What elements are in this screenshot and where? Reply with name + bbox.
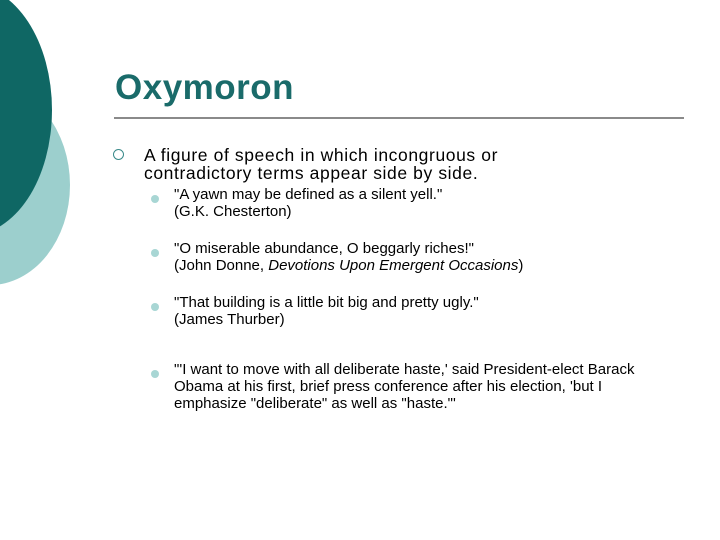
dot-bullet-icon xyxy=(151,303,159,311)
example-2-source-pre: (John Donne, xyxy=(174,257,269,274)
decorative-circles xyxy=(0,0,120,300)
example-1-quote: "A yawn may be defined as a silent yell." xyxy=(174,186,443,203)
dot-bullet-icon xyxy=(151,195,159,203)
example-2-quote: "O miserable abundance, O beggarly riches!" xyxy=(174,240,474,257)
example-3 xyxy=(174,294,684,328)
hollow-circle-bullet-icon xyxy=(113,149,124,160)
title-divider xyxy=(114,117,684,119)
example-2 xyxy=(174,240,684,274)
example-4: "'I want to move with all deliberate haste,' said President-elect Barack Obama at his first, brief press conference after his election, 'but I emphasize "deliberate" as well as "haste."' xyxy=(174,361,635,412)
dot-bullet-icon xyxy=(151,370,159,378)
example-3-source: (James Thurber) xyxy=(174,311,285,328)
example-2-source-post: ) xyxy=(518,257,524,274)
main-point-text: A figure of speech in which incongruous or contradictory terms appear side by side. xyxy=(144,145,499,183)
example-1-source: (G.K. Chesterton) xyxy=(174,203,292,220)
example-3-quote: "That building is a little bit big and pretty ugly." xyxy=(174,294,479,311)
slide-title: Oxymoron xyxy=(115,68,295,107)
example-1 xyxy=(174,186,684,220)
example-2-source-work: Devotions Upon Emergent Occasions xyxy=(268,257,519,274)
dot-bullet-icon xyxy=(151,249,159,257)
